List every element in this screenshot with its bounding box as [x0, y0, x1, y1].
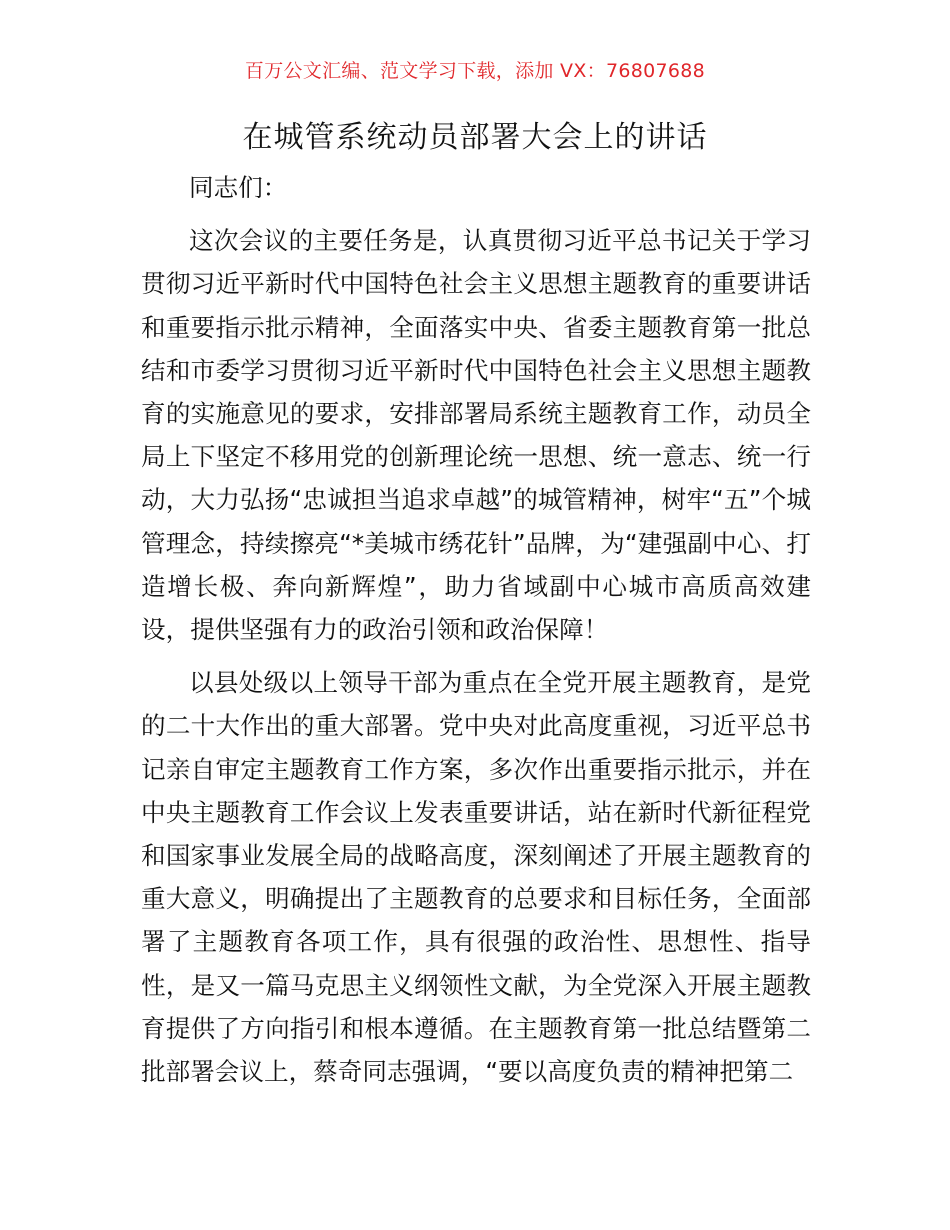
header-banner: 百万公文汇编、范文学习下载，添加 VX：76807688 [244, 60, 706, 82]
salutation: 同志们： [189, 173, 288, 202]
paragraph-2: 以县处级以上领导干部为重点在全党开展主题教育，是党的二十大作出的重大部署。党中央对此高度重视，习近平总书记亲自审定主题教育工作方案，多次作出重要指示批示，并在中央主题教育工作会议上发表重要讲话，站在新时代新征程党和国家事业发展全局的战略高度，深刻阐述了开展主题教育的重大意义，明确提出了主题教育的总要求和目标任务，全面部署了主题教育各项工作，具有很强的政治性、思想性、指导性，是又一篇马克思主义纲领性文献，为全党深入开展主题教育提供了方向指引和根本遵循。在主题教育第一批总结暨第二批部署会议上，蔡奇同志强调，“要以高度负责的精神把第二 [141, 668, 811, 1087]
paragraph-1: 这次会议的主要任务是，认真贯彻习近平总书记关于学习贯彻习近平新时代中国特色社会主义思想主题教育的重要讲话和重要指示批示精神，全面落实中央、省委主题教育第一批总结和市委学习贯彻习近平新时代中国特色社会主义思想主题教育的实施意见的要求，安排部署局系统主题教育工作，动员全局上下坚定不移用党的创新理论统一思想、统一意志、统一行动，大力弘扬“忠诚担当追求卓越”的城管精神，树牢“五”个城管理念，持续擦亮“*美城市绣花针”品牌，为“建强副中心、打造增长极、奔向新辉煌”，助力省域副中心城市高质高效建设，提供坚强有力的政治引领和政治保障！ [141, 226, 811, 645]
document-title: 在城管系统动员部署大会上的讲话 [242, 120, 708, 155]
document-body [141, 166, 811, 1103]
